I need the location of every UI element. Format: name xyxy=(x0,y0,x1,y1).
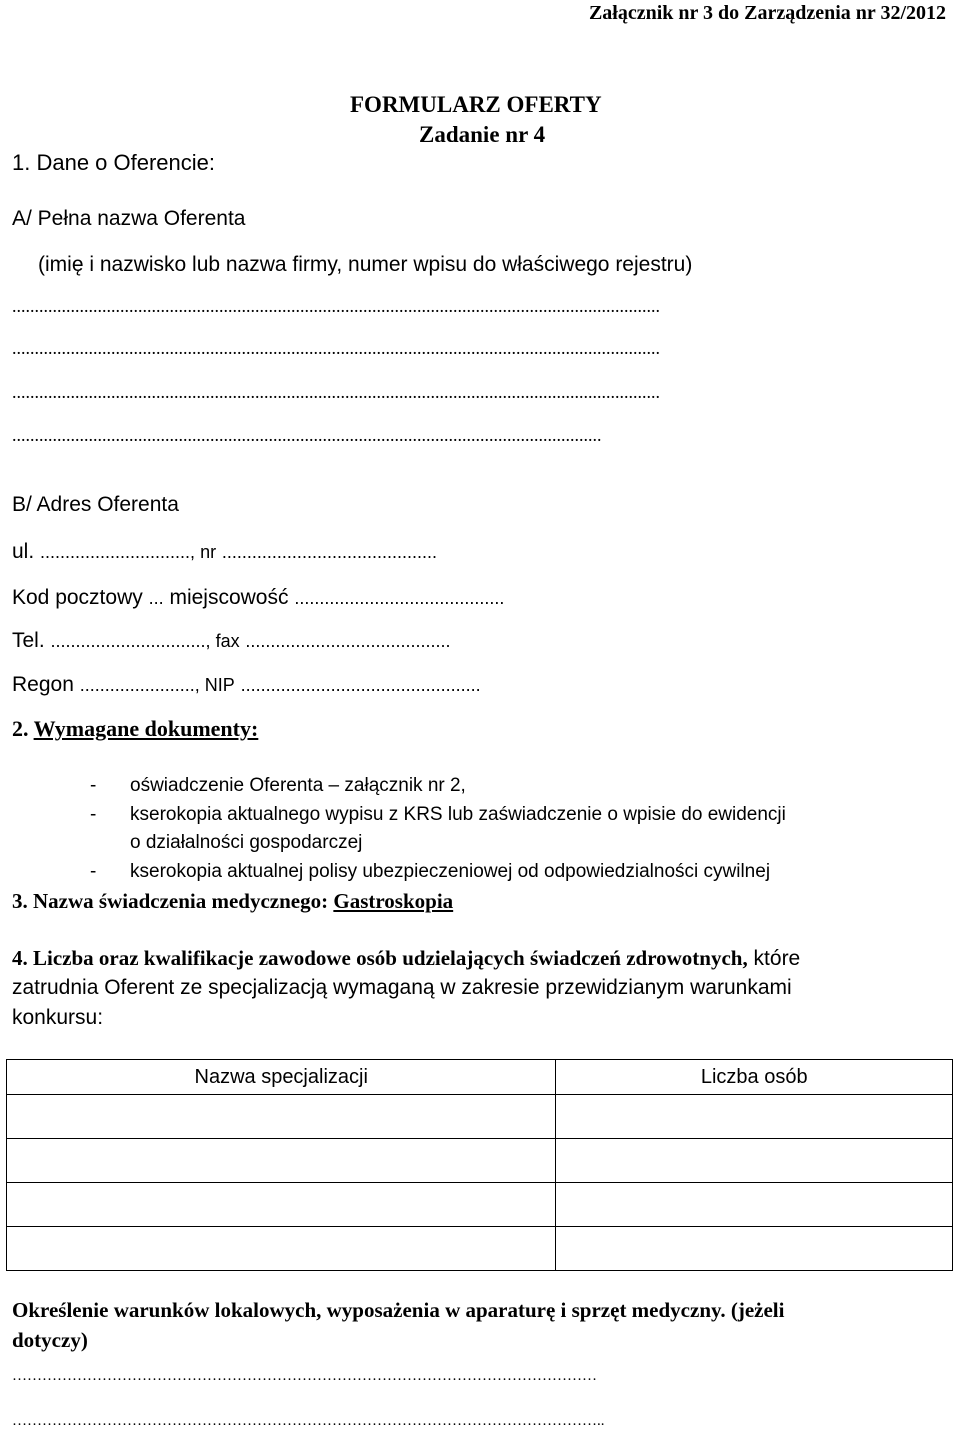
section-5-heading: Określenie warunków lokalowych, wyposażenia w aparaturę i sprzęt medyczny. (jeżeli xyxy=(12,1298,785,1322)
regon-label: Regon xyxy=(12,673,74,696)
task-number: Zadanie nr 4 xyxy=(419,122,546,147)
full-name-dots-line[interactable]: ................................................................................................................................... xyxy=(12,425,602,445)
specialization-cell[interactable] xyxy=(7,1183,556,1227)
count-cell[interactable] xyxy=(556,1095,953,1139)
section-2-title: Wymagane dokumenty: xyxy=(33,716,259,741)
column-header-specialization: Nazwa specjalizacji xyxy=(7,1060,556,1095)
regon-row xyxy=(12,673,481,697)
section-1-heading: 1. Dane o Oferencie: xyxy=(12,150,216,175)
address-label: B/ Adres Oferenta xyxy=(12,493,179,516)
regon-field[interactable]: ......................., NIP xyxy=(79,675,235,695)
list-item-text: oświadczenie Oferenta – załącznik nr 2, xyxy=(130,775,466,796)
section-5-heading-cont: dotyczy) xyxy=(12,1328,88,1352)
list-item-text: o działalności gospodarczej xyxy=(130,832,363,853)
list-item-text: kserokopia aktualnej polisy ubezpieczeniowej od odpowiedzialności cywilnej xyxy=(130,861,771,882)
table-header-row xyxy=(7,1060,953,1095)
nip-field[interactable]: ................................................ xyxy=(240,675,481,695)
annex-label: Załącznik nr 3 do Zarządzenia nr 32/2012 xyxy=(588,2,946,24)
count-cell[interactable] xyxy=(556,1227,953,1271)
section-4-title-rest: które xyxy=(747,947,801,970)
section-3-heading xyxy=(12,889,453,914)
full-name-dots-line[interactable]: ................................................................................................................................................ xyxy=(12,296,660,316)
street-label: ul. xyxy=(12,540,35,563)
conditions-dots-line[interactable]: ……………………………………………………………………………………………………….. xyxy=(12,1413,605,1429)
postal-row xyxy=(12,586,504,610)
section-4-heading xyxy=(12,946,800,971)
table-row xyxy=(7,1183,953,1227)
postal-code-label: Kod pocztowy xyxy=(12,586,143,609)
list-item-text: kserokopia aktualnego wypisu z KRS lub zaświadczenie o wpisie do ewidencji xyxy=(130,804,786,825)
section-4-title: 4. Liczba oraz kwalifikacje zawodowe osób udzielających świadczeń zdrowotnych, xyxy=(12,946,748,970)
full-name-hint: (imię i nazwisko lub nazwa firmy, numer wpisu do właściwego rejestru) xyxy=(38,253,693,276)
list-item: - oświadczenie Oferenta – załącznik nr 2, xyxy=(90,775,466,796)
specialization-cell[interactable] xyxy=(7,1095,556,1139)
street-row xyxy=(12,540,437,564)
table-row xyxy=(7,1095,953,1139)
fax-field[interactable]: ......................................... xyxy=(245,631,451,651)
form-title: FORMULARZ OFERTY xyxy=(350,92,602,117)
required-documents-list xyxy=(90,775,950,895)
list-item: - kserokopia aktualnej polisy ubezpieczeniowej od odpowiedzialności cywilnej xyxy=(90,861,771,882)
table-row xyxy=(7,1139,953,1183)
conditions-dots-line[interactable]: ……………………………………………………………………………………………………… xyxy=(12,1368,597,1384)
service-name: Gastroskopia xyxy=(333,889,454,913)
count-cell[interactable] xyxy=(556,1139,953,1183)
full-name-dots-line[interactable]: ................................................................................................................................................ xyxy=(12,382,660,402)
city-field[interactable]: .......................................... xyxy=(294,588,505,608)
full-name-label: A/ Pełna nazwa Oferenta xyxy=(12,207,246,230)
count-cell[interactable] xyxy=(556,1183,953,1227)
house-number-field[interactable]: ........................................... xyxy=(221,542,437,562)
phone-field[interactable]: ..............................., fax xyxy=(50,631,240,651)
city-label: miejscowość xyxy=(169,586,289,609)
service-label: 3. Nazwa świadczenia medycznego: xyxy=(12,889,329,913)
specialization-cell[interactable] xyxy=(7,1227,556,1271)
phone-row xyxy=(12,629,450,653)
specialization-table xyxy=(6,1059,953,1271)
phone-label: Tel. xyxy=(12,629,45,652)
section-4-text: zatrudnia Oferent ze specjalizacją wymaganą w zakresie przewidzianym warunkami xyxy=(12,976,792,999)
street-field[interactable]: .............................., nr xyxy=(40,542,217,562)
column-header-count: Liczba osób xyxy=(556,1060,953,1095)
list-item: - kserokopia aktualnego wypisu z KRS lub zaświadczenie o wpisie do ewidencji xyxy=(90,804,786,825)
full-name-dots-line[interactable]: ................................................................................................................................................ xyxy=(12,338,660,358)
section-4-text: konkursu: xyxy=(12,1006,104,1029)
specialization-cell[interactable] xyxy=(7,1139,556,1183)
postal-code-field[interactable]: ... xyxy=(148,588,164,608)
section-2-number: 2. xyxy=(12,716,29,741)
table-row xyxy=(7,1227,953,1271)
list-item xyxy=(90,832,363,854)
section-2-heading xyxy=(12,716,258,742)
